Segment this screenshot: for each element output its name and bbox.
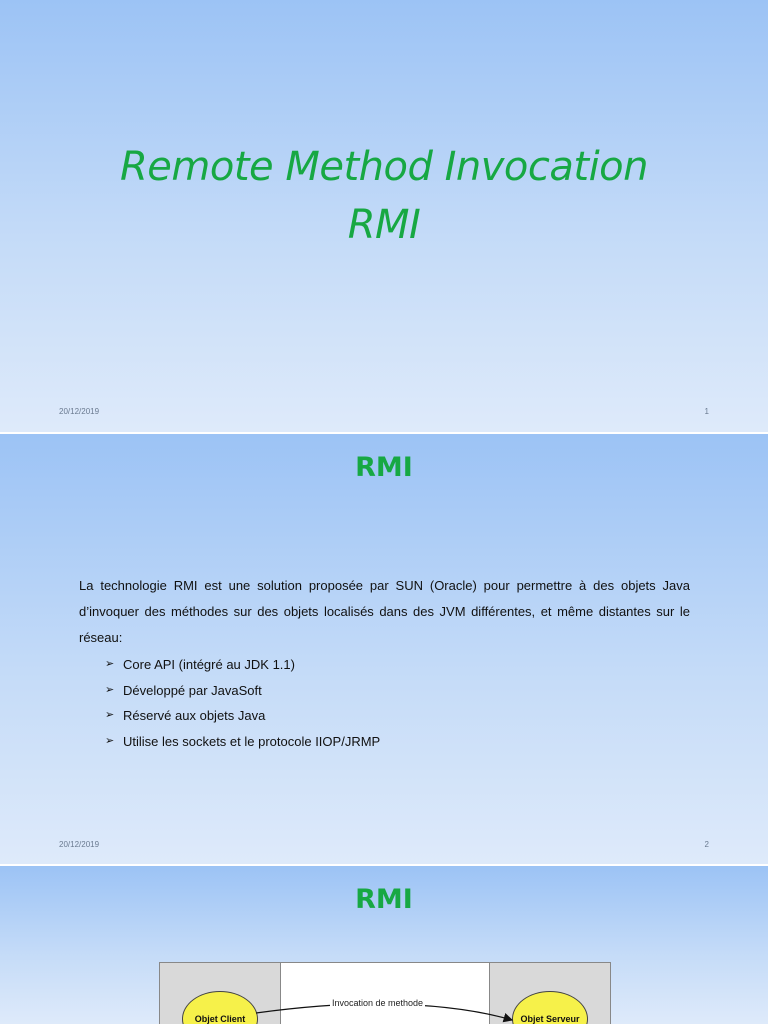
bullet-text: Core API (intégré au JDK 1.1): [123, 657, 295, 672]
rmi-diagram: [159, 962, 611, 1024]
slide-2-title: RMI: [355, 452, 413, 483]
list-item: [105, 729, 380, 755]
slide-1-date: 20/12/2019: [59, 407, 100, 416]
title-line-1: Remote Method Invocation: [120, 144, 648, 190]
arrowhead-bullet-icon: ➢: [105, 658, 115, 670]
server-label: Objet Serveur: [520, 1014, 580, 1024]
arrowhead-bullet-icon: ➢: [105, 734, 115, 747]
client-label: Objet Client: [194, 1014, 246, 1024]
slide-3: [0, 866, 768, 1024]
list-item: [105, 678, 380, 704]
title-line-2: RMI: [347, 202, 421, 248]
bullet-text: Développé par JavaSoft: [123, 682, 262, 698]
invocation-arrow: [160, 963, 610, 1024]
list-item: [105, 703, 380, 729]
slide-2-number: 2: [704, 840, 709, 849]
arrowhead-bullet-icon: ➢: [105, 683, 115, 696]
slide-3-title: RMI: [355, 884, 413, 915]
arrow-label: Invocation de methode: [332, 998, 424, 1008]
slide-1-number: 1: [704, 407, 709, 416]
bullet-list: [105, 652, 380, 754]
slide-2-date: 20/12/2019: [59, 840, 100, 849]
list-item: [105, 652, 380, 678]
bullet-text: Réservé aux objets Java: [123, 708, 266, 723]
slide-1-title: [0, 138, 768, 254]
bullet-text: Utilise les sockets et le protocole IIOP/JRMP: [123, 733, 381, 749]
slide-1: [0, 0, 768, 432]
arrowhead-bullet-icon: ➢: [105, 709, 115, 721]
slide-2-paragraph: La technologie RMI est une solution proposée par SUN (Oracle) pour permettre à des objets Java d’invoquer des méthodes sur des objets localisés dans des JVM différentes, et même distantes sur le réseau:: [79, 578, 690, 645]
slide-2: [0, 434, 768, 864]
